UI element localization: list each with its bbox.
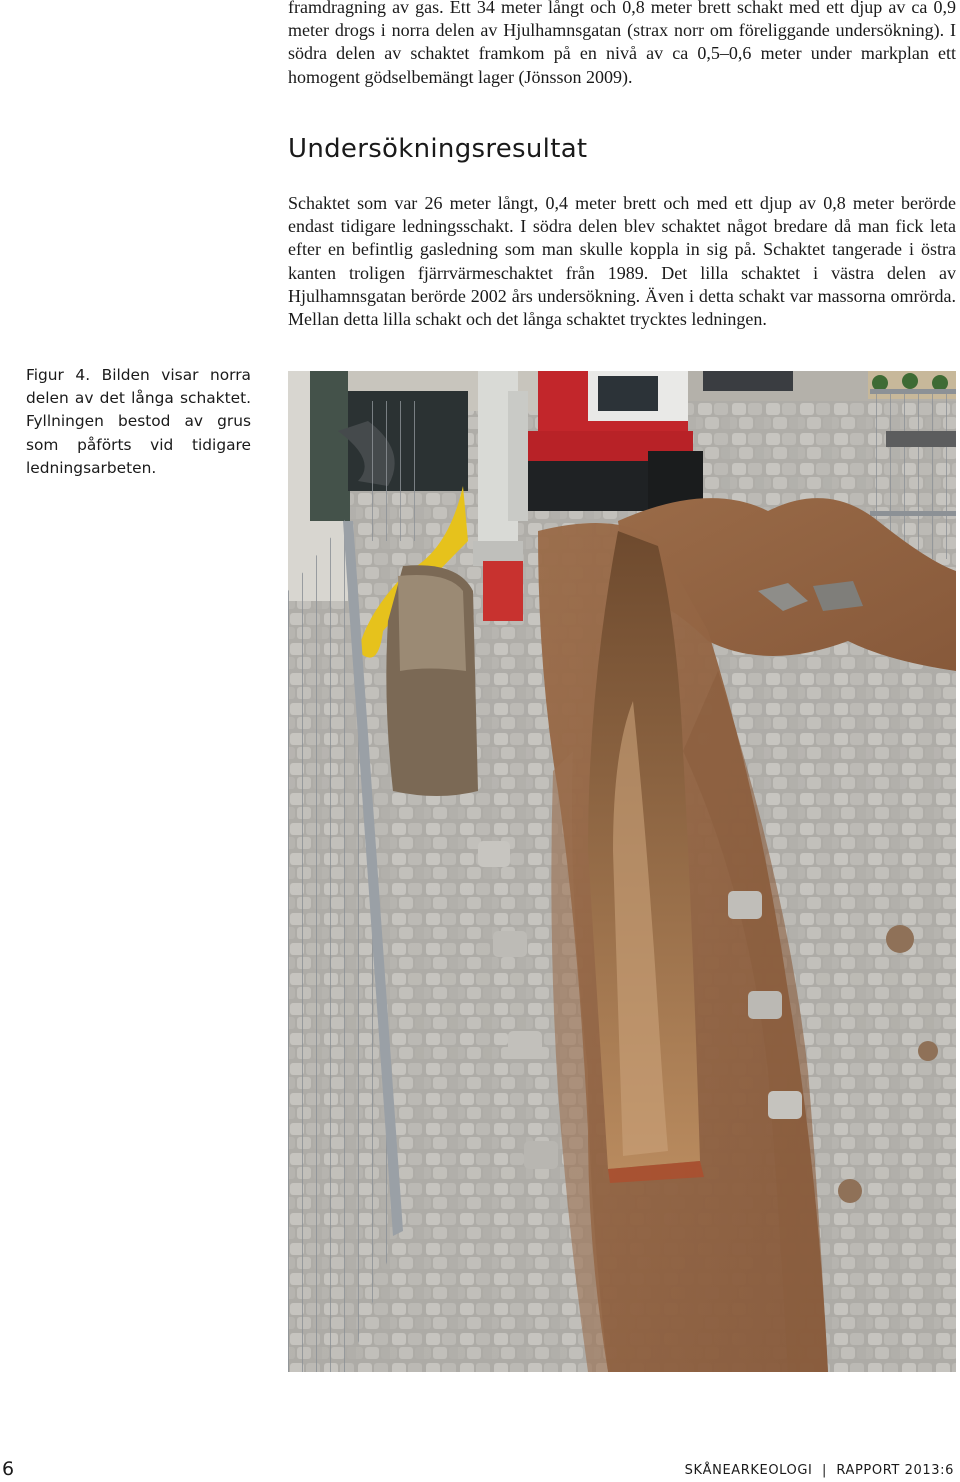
running-footer: SKÅNEARKEOLOGI | RAPPORT 2013:6: [684, 1463, 954, 1478]
section-heading: Undersökningsresultat: [288, 134, 588, 164]
excavation-trench-photo: [288, 371, 956, 1372]
body-paragraph: Schaktet som var 26 meter långt, 0,4 meter brett och med ett djup av 0,8 meter berörde endast tidigare ledningsschakt. I södra delen blev schaktet något bredare då man fick leta efter en befintlig gasledning som man skulle koppla in sig på. Schaktet tangerade i östra kanten troligen fjärrvärmeschaktet från 1989. Det lilla schaktet i västra delen av Hjulhamnsgatan berörde 2002 års undersökning. Även i detta schakt var massorna omrörda. Mellan detta lilla schakt och det långa schaktet trycktes ledningen.: [288, 193, 956, 330]
intro-paragraph: framdragning av gas. Ett 34 meter långt och 0,8 meter brett schakt med ett djup av ca 0,9 meter drogs i norra delen av Hjulhamnsgatan (strax norr om föreliggande undersökning). I södra delen av schaktet framkom på en nivå av ca 0,5–0,6 meter under markplan ett homogent gödselbemängt lager (Jönsson 2009).: [288, 0, 956, 87]
figure-caption: Figur 4. Bilden visar norra delen av det långa schaktet. Fyllningen bestod av grus som påförts vid tidigare ledningsarbeten.: [26, 366, 251, 477]
page-number: 6: [2, 1458, 15, 1480]
